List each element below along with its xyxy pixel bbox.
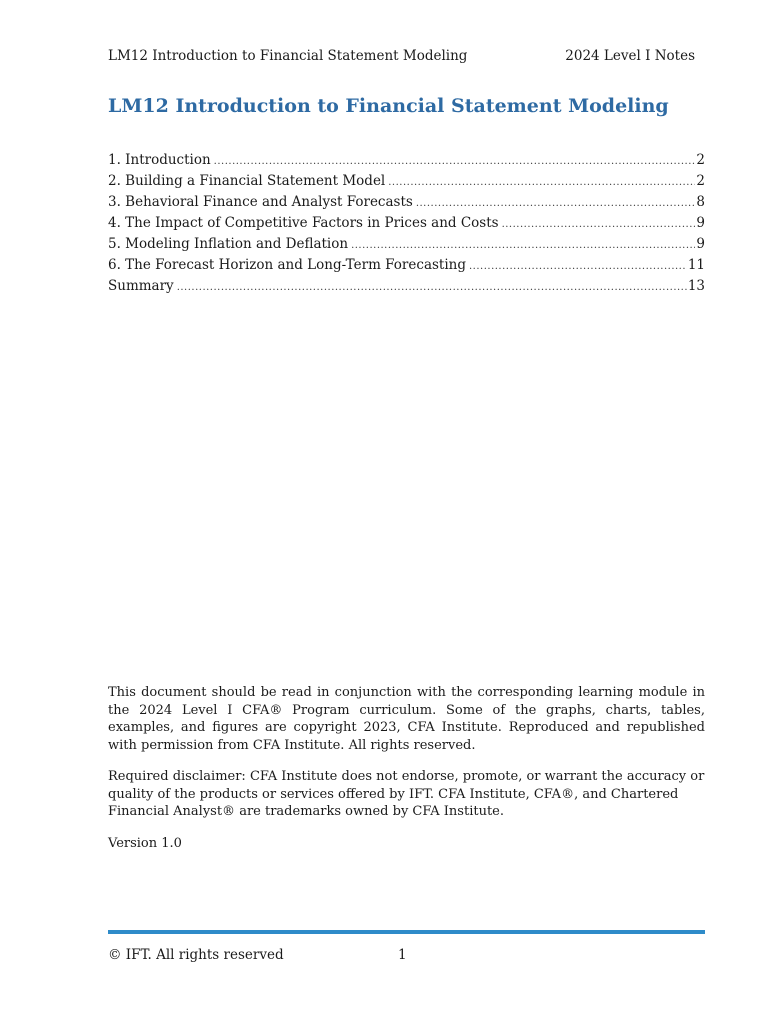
toc-entry-page: 11: [687, 257, 705, 273]
toc-entry-page: 2: [696, 152, 705, 168]
toc-dot-leader: [214, 151, 696, 172]
footer-divider: [108, 930, 705, 934]
footer-copyright: © IFT. All rights reserved: [108, 947, 284, 963]
toc-entry-forecast-horizon[interactable]: [108, 255, 705, 276]
toc-entry-behavioral-finance[interactable]: [108, 192, 705, 213]
header-level-notes: 2024 Level I Notes: [565, 48, 695, 64]
footer-page-number: 1: [398, 947, 407, 963]
header-module-title: LM12 Introduction to Financial Statement Modeling: [108, 48, 468, 64]
toc-entry-label: 5. Modeling Inflation and Deflation: [108, 236, 349, 252]
curriculum-notice: This document should be read in conjunction with the corresponding learning module in the 2024 Level I CFA® Program curriculum. Some of the graphs, charts, tables, examples, and figures are copyright 2023, CFA Institute. Reproduced and republished with permission from CFA Institute. All rights reserved.: [108, 685, 705, 753]
toc-dot-leader: [416, 193, 696, 214]
toc-entry-page: 2: [696, 173, 705, 189]
table-of-contents: [108, 150, 705, 297]
toc-entry-label: 4. The Impact of Competitive Factors in Prices and Costs: [108, 215, 499, 231]
toc-dot-leader: [351, 235, 695, 256]
toc-entry-introduction[interactable]: [108, 150, 705, 171]
document-title: LM12 Introduction to Financial Statement Modeling: [108, 95, 669, 117]
toc-entry-label: 3. Behavioral Finance and Analyst Forecasts: [108, 194, 413, 210]
toc-entry-page: 9: [696, 236, 705, 252]
toc-entry-page: 8: [696, 194, 705, 210]
toc-entry-building-model[interactable]: [108, 171, 705, 192]
toc-dot-leader: [502, 214, 696, 235]
required-disclaimer: Required disclaimer: CFA Institute does not endorse, promote, or warrant the accuracy or quality of the products or services offered by IFT. CFA Institute, CFA®, and Chartered Financial Analyst® are trademarks owned by CFA Institute.: [108, 769, 705, 819]
toc-entry-label: 2. Building a Financial Statement Model: [108, 173, 386, 189]
running-header: [108, 47, 695, 65]
toc-entry-label: 1. Introduction: [108, 152, 211, 168]
toc-dot-leader: [469, 256, 687, 277]
toc-dot-leader: [177, 277, 687, 298]
toc-entry-summary[interactable]: [108, 276, 705, 297]
disclaimer-block: [108, 684, 705, 866]
toc-dot-leader: [388, 172, 695, 193]
version-label: Version 1.0: [108, 835, 182, 851]
toc-entry-label: Summary: [108, 278, 174, 294]
toc-entry-page: 13: [687, 278, 705, 294]
toc-entry-label: 6. The Forecast Horizon and Long-Term Forecasting: [108, 257, 466, 273]
toc-entry-page: 9: [696, 215, 705, 231]
toc-entry-inflation-deflation[interactable]: [108, 234, 705, 255]
toc-entry-competitive-factors[interactable]: [108, 213, 705, 234]
